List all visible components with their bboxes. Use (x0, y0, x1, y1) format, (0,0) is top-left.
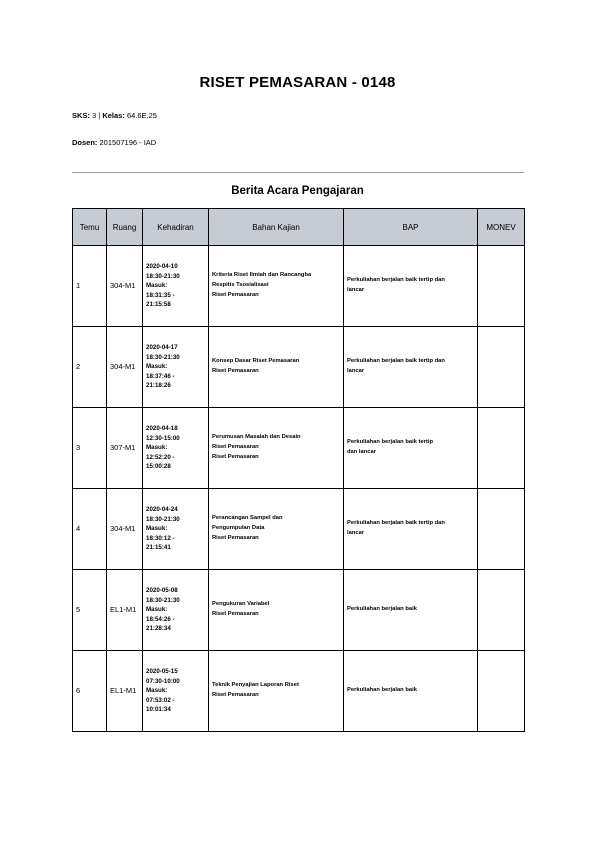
cell-bap-line: dan lancar (347, 449, 376, 455)
cell-kehadiran-line: 2020-04-17 (146, 343, 178, 351)
table-row (73, 489, 525, 570)
table-row (73, 246, 525, 327)
cell-bahan-kajian-line: Teknik Penyajian Laporan Riset (212, 682, 299, 689)
cell-bahan-kajian-line: Riset Pemasaran (212, 453, 259, 460)
header-bahan-kajian: Bahan Kajian (209, 209, 344, 246)
table-row (73, 570, 525, 651)
cell-bap (344, 408, 478, 489)
cell-bahan-kajian-line: Perumusan Masalah dan Desain (212, 434, 301, 441)
cell-kehadiran (143, 327, 209, 408)
cell-kehadiran (143, 246, 209, 327)
cell-bahan-kajian-line: Perancangan Sampel dan (212, 515, 283, 522)
cell-bap-line: Perkuliahan berjalan baik (347, 606, 417, 613)
cell-bahan-kajian (209, 327, 344, 408)
table-row (73, 651, 525, 732)
kelas-label: Kelas: (102, 111, 125, 120)
cell-bahan-kajian-line: Kriteria Riset Ilmiah dan Rancangba (212, 272, 312, 279)
cell-kehadiran-line: 10:01:34 (146, 706, 171, 714)
cell-kehadiran-line: Masuk: (146, 444, 168, 452)
dosen-value: 201507196 - IAD (99, 138, 157, 147)
cell-bahan-kajian (209, 651, 344, 732)
cell-monev (478, 651, 525, 732)
cell-kehadiran-line: 2020-05-15 (146, 667, 178, 675)
cell-bahan-kajian-line: Pengukuran Variabel (212, 601, 270, 608)
cell-kehadiran-line: 21:15:58 (146, 301, 171, 309)
cell-bahan-kajian-line: Respitis Tsosialisasi (212, 282, 269, 289)
cell-monev (478, 327, 525, 408)
cell-bahan-kajian (209, 489, 344, 570)
cell-bahan-kajian (209, 408, 344, 489)
section-title: Berita Acara Pengajaran (231, 185, 364, 197)
header-bap: BAP (344, 209, 478, 246)
table-header-row (73, 209, 525, 246)
cell-bahan-kajian (209, 570, 344, 651)
cell-bahan-kajian-line: Pengumpulan Data (212, 525, 265, 532)
cell-kehadiran-line: 2020-05-08 (146, 586, 178, 594)
cell-bap-line: Perkuliahan berjalan baik tertip dan (347, 358, 445, 365)
cell-bap-line: lancar (347, 287, 365, 293)
cell-kehadiran-line: 07:53:02 - (146, 696, 175, 704)
header-monev: MONEV (478, 209, 525, 246)
cell-kehadiran (143, 489, 209, 570)
bap-table (72, 208, 525, 732)
cell-ruang: 304-M1 (107, 489, 143, 570)
cell-bap-line: lancar (347, 368, 365, 374)
cell-kehadiran-line: 12:52:20 - (146, 453, 175, 461)
cell-temu: 3 (73, 408, 107, 489)
cell-bap (344, 570, 478, 651)
cell-monev (478, 570, 525, 651)
header-kehadiran: Kehadiran (143, 209, 209, 246)
table-row (73, 408, 525, 489)
cell-kehadiran (143, 408, 209, 489)
table-row (73, 327, 525, 408)
meta-separator: | (98, 111, 101, 120)
cell-bahan-kajian-line: Riset Pemasaran (212, 444, 259, 451)
cell-kehadiran-line: 2020-04-18 (146, 424, 178, 432)
cell-ruang: EL1-M1 (107, 651, 143, 732)
divider (72, 172, 524, 173)
cell-ruang: 307-M1 (107, 408, 143, 489)
cell-kehadiran-line: 18:31:35 - (146, 291, 175, 299)
cell-kehadiran-line: Masuk: (146, 363, 168, 371)
course-meta (72, 111, 157, 120)
cell-kehadiran-line: 18:30-21:30 (146, 272, 180, 280)
cell-temu: 4 (73, 489, 107, 570)
cell-kehadiran-line: 21:18:26 (146, 382, 171, 390)
cell-kehadiran-line: Masuk: (146, 525, 168, 533)
cell-temu: 2 (73, 327, 107, 408)
cell-kehadiran-line: 15:00:28 (146, 463, 171, 471)
header-temu: Temu (73, 209, 107, 246)
cell-bap (344, 651, 478, 732)
cell-kehadiran-line: 12:30-15:00 (146, 434, 180, 442)
cell-kehadiran-line: 18:54:26 - (146, 615, 175, 623)
cell-kehadiran-line: 18:30-21:30 (146, 596, 180, 604)
cell-kehadiran-line: Masuk: (146, 606, 168, 614)
cell-bap (344, 246, 478, 327)
cell-monev (478, 489, 525, 570)
cell-bahan-kajian-line: Riset Pemasaran (212, 534, 259, 541)
cell-temu: 1 (73, 246, 107, 327)
cell-bahan-kajian-line: Riset Pemasaran (212, 611, 259, 617)
cell-bahan-kajian-line: Konsep Dasar Riset Pemasaran (212, 358, 300, 365)
cell-kehadiran-line: 18:30-21:30 (146, 353, 180, 361)
header-ruang: Ruang (107, 209, 143, 246)
cell-bahan-kajian (209, 246, 344, 327)
cell-bap-line: Perkuliahan berjalan baik tertip dan (347, 277, 445, 284)
cell-bap-line: Perkuliahan berjalan baik tertip (347, 439, 434, 446)
cell-bahan-kajian-line: Riset Pemasaran (212, 368, 259, 374)
cell-kehadiran-line: Masuk: (146, 687, 168, 695)
cell-kehadiran (143, 651, 209, 732)
dosen-label: Dosen: (72, 138, 98, 147)
cell-bap-line: lancar (347, 530, 365, 536)
cell-bap-line: Perkuliahan berjalan baik tertip dan (347, 520, 445, 527)
sks-label: SKS: (72, 111, 90, 120)
cell-temu: 6 (73, 651, 107, 732)
cell-kehadiran-line: 07:30-10:00 (146, 677, 180, 685)
cell-kehadiran-line: 2020-04-24 (146, 505, 178, 513)
cell-bahan-kajian-line: Riset Pemasaran (212, 692, 259, 698)
cell-bap-line: Perkuliahan berjalan baik (347, 687, 417, 694)
cell-kehadiran-line: 18:37:46 - (146, 372, 175, 380)
cell-temu: 5 (73, 570, 107, 651)
cell-monev (478, 246, 525, 327)
cell-ruang: 304-M1 (107, 246, 143, 327)
kelas-value: 64.6E.25 (126, 111, 157, 120)
cell-kehadiran-line: 18:30:12 - (146, 534, 175, 542)
cell-kehadiran-line: 2020-04-10 (146, 262, 178, 270)
cell-kehadiran-line: 18:30-21:30 (146, 515, 180, 523)
cell-kehadiran-line: 21:15:41 (146, 544, 171, 552)
cell-kehadiran-line: 21:28:34 (146, 625, 171, 633)
page-title: RISET PEMASARAN - 0148 (199, 74, 396, 91)
sks-value: 3 (92, 111, 97, 120)
cell-kehadiran-line: Masuk: (146, 282, 168, 290)
cell-monev (478, 408, 525, 489)
cell-ruang: EL1-M1 (107, 570, 143, 651)
cell-kehadiran (143, 570, 209, 651)
cell-bap (344, 489, 478, 570)
cell-bahan-kajian-line: Riset Pemasaran (212, 291, 259, 298)
cell-bap (344, 327, 478, 408)
cell-ruang: 304-M1 (107, 327, 143, 408)
lecturer-meta (72, 138, 156, 147)
